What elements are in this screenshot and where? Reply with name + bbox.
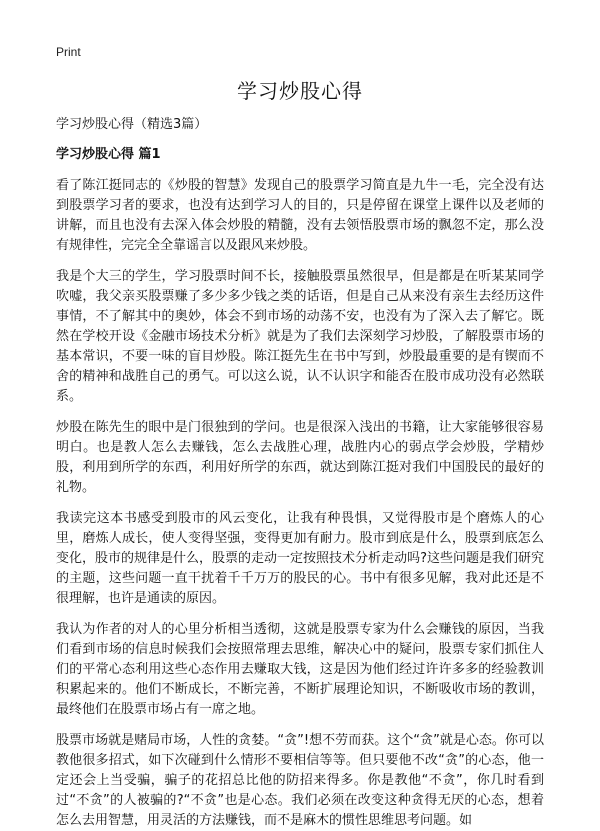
paragraph-4: 我读完这本书感受到股市的风云变化，让我有种畏惧，又觉得股市是个磨炼人的心里，磨炼人成长，使人变得坚强，变得更加有耐力。股市到底是什么，股票到底怎么变化，股市的规律是什么，股票的走动一定按照技术分析走动吗?这些问题是我们研究的主题，这些问题一直干扰着千千万万的股民的心。书中有很多见解，我对此还是不很理解，也许是通读的原因。	[56, 511, 544, 606]
paragraph-1: 看了陈江挺同志的《炒股的智慧》发现自己的股票学习简直是九牛一毛，完全没有达到股票学习者的要求，也没有达到学习人的目的，只是停留在课堂上课件以及老师的讲解，而且也没有去深入体会炒股的精髓，没有去领悟股票市场的飘忽不定，那么没有规律性，完完全全靠谣言以及跟风来炒股。	[56, 178, 544, 253]
paragraph-2: 我是个大三的学生，学习股票时间不长，接触股票虽然很早，但是都是在听某某同学吹嘘，我父亲买股票赚了多少多少钱之类的话语，但是自己从来没有亲生去经历这件事情，不了解其中的奥妙，体会不到市场的动荡不安，也没有为了深入去了解它。既然在学校开设《金融市场技术分析》就是为了我们去深刻学习炒股，了解股票市场的基本常识，不要一味的盲目炒股。陈江挺先生在书中写到，炒股最重要的是有锲而不舍的精神和战胜自己的勇气。可以这么说，认不认识字和能否在股市成功没有必然联系。	[56, 269, 544, 404]
section-heading: 学习炒股心得 篇1	[56, 147, 161, 162]
paragraph-3: 炒股在陈先生的眼中是门很独到的学问。也是很深入浅出的书籍，让大家能够很容易明白。也是教人怎么去赚钱，怎么去战胜心理，战胜内心的弱点学会炒股，学精炒股，利用到所学的东西，利用好所学的东西，就达到陈江挺对我们中国股民的最好的礼物。	[56, 420, 544, 495]
page-title: 学习炒股心得	[237, 79, 363, 103]
paragraph-5: 我认为作者的对人的心里分析相当透彻，这就是股票专家为什么会赚钱的原因，当我们看到市场的信息时候我们会按照常理去思维，解决心中的疑问，股票专家们抓住人们的平常心态利用这些心态作用去赚取大钱，这是因为他们经过许许多多的经验教训积累起来的。他们不断成长，不断完善，不断扩展理论知识，不断吸收市场的教训，最终他们在股票市场占有一席之地。	[56, 622, 544, 717]
document-subtitle: 学习炒股心得（精选3篇）	[56, 117, 208, 132]
print-label: Print	[56, 45, 81, 59]
paragraph-6: 股票市场就是赌局市场，人性的贪婪。“贪”!想不劳而获。这个“贪”就是心态。你可以教他很多招式，如下次碰到什么情形不要相信等等。但只要他不改“贪”的心态，他一定还会上当受骗，骗子的花招总比他的防招来得多。你是教他“不贪”，你几时看到过“不贪”的人被骗的?“不贪”也是心态。我们必须在改变这种贪得无厌的心态，想着怎么去用智慧，用灵活的方法赚钱，而不是麻木的惯性思维思考问题。如	[56, 733, 544, 828]
